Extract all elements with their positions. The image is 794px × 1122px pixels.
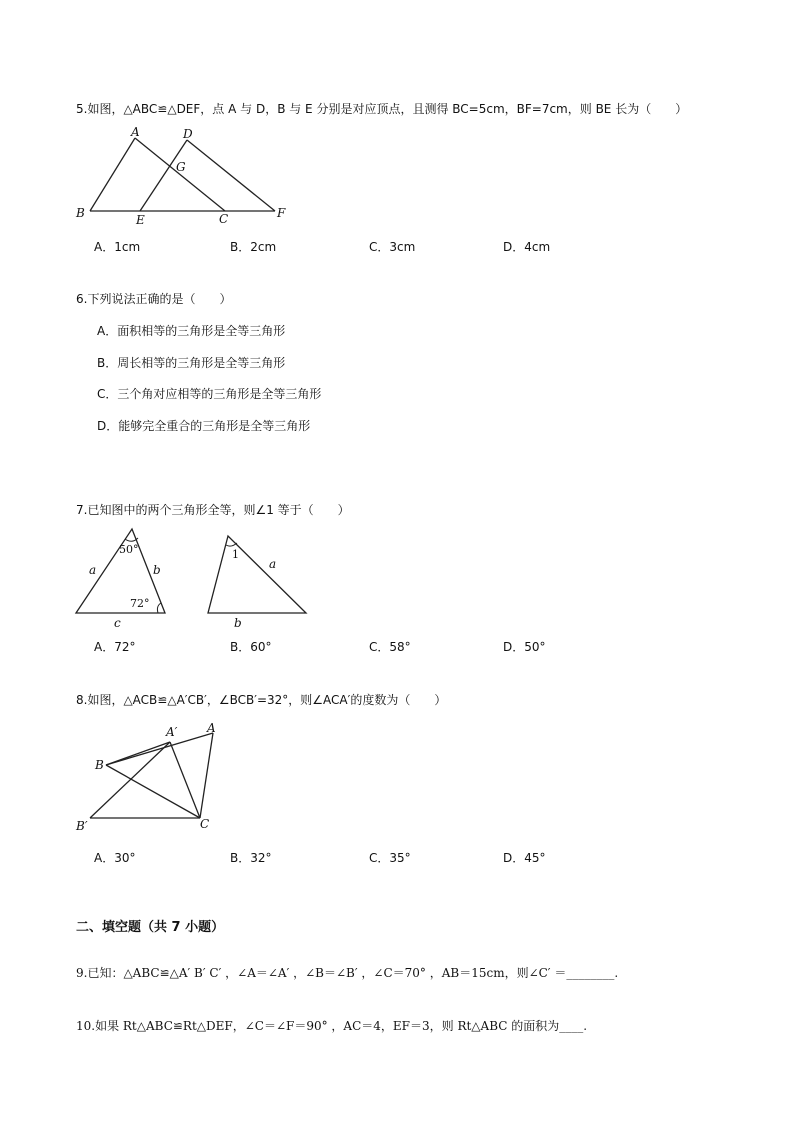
side-b: b [234,616,242,630]
q7-option-c[interactable]: C．58° [369,640,411,654]
q6-option-d[interactable]: D．能够完全重合的三角形是全等三角形 [97,419,311,433]
q6-option-a[interactable]: A．面积相等的三角形是全等三角形 [97,324,286,338]
side-c: c [114,616,121,630]
line-ba [106,733,213,765]
side-b: b [153,563,161,577]
q8-figure [70,718,230,838]
line-ac [135,138,225,211]
line-df [187,140,275,211]
line-a-prime-b-prime [90,742,170,818]
q7-option-d[interactable]: D．50° [503,640,546,654]
side-a: a [89,563,97,577]
label-a: A [207,721,216,735]
label-a-prime: A′ [166,725,178,739]
label-b: B [76,206,85,220]
side-a: a [269,557,277,571]
line-ac [200,733,213,818]
label-d: D [183,127,193,141]
label-b-prime: B′ [76,819,88,833]
q7-stem: 7.已知图中的两个三角形全等，则∠1 等于（ ） [76,503,350,517]
line-a-prime-c [170,742,200,818]
q5-figure [70,124,300,229]
label-b: B [95,758,104,772]
q8-option-c[interactable]: C．35° [369,851,411,865]
q7-left-triangle [70,526,180,632]
label-g: G [176,160,186,174]
angle-50: 50° [119,543,139,556]
q8-option-d[interactable]: D．45° [503,851,546,865]
q7-option-b[interactable]: B．60° [230,640,272,654]
label-c: C [219,212,229,226]
q8-option-b[interactable]: B．32° [230,851,272,865]
label-e: E [136,213,145,227]
q5-option-b[interactable]: B．2cm [230,240,277,254]
q6-option-c[interactable]: C．三个角对应相等的三角形是全等三角形 [97,387,322,401]
label-a: A [131,125,140,139]
q5-option-a[interactable]: A．1cm [94,240,141,254]
q5-option-c[interactable]: C．3cm [369,240,416,254]
line-ab [90,138,135,211]
line-bc [106,765,200,818]
q8-stem: 8.如图，△ACB≌△A′CB′，∠BCB′=32°，则∠ACA′的度数为（ ） [76,693,447,707]
q5-stem: 5.如图，△ABC≌△DEF，点 A 与 D，B 与 E 分别是对应顶点，且测得 BC=5cm，BF=7cm，则 BE 长为（ ） [76,102,688,116]
label-f: F [277,206,286,220]
label-c: C [200,817,210,831]
q7-option-a[interactable]: A．72° [94,640,136,654]
q6-option-b[interactable]: B．周长相等的三角形是全等三角形 [97,356,286,370]
q9-text: 9.已知：△ABC≌△A′ B′ C′ ，∠A＝∠A′ ，∠B＝∠B′ ，∠C＝70° ，AB＝15cm，则∠C′ ＝________. [76,966,619,980]
angle-72: 72° [130,597,150,610]
q5-option-d[interactable]: D．4cm [503,240,551,254]
line-ed [140,140,187,211]
angle-1: 1 [232,548,239,561]
section-heading: 二、填空题（共 7 小题） [76,920,225,935]
q8-option-a[interactable]: A．30° [94,851,136,865]
q10-text: 10.如果 Rt△ABC≌Rt△DEF，∠C＝∠F＝90° ，AC＝4，EF＝3，则 Rt△ABC 的面积为____. [76,1019,588,1033]
q7-right-triangle [200,526,315,632]
q6-stem: 6.下列说法正确的是（ ） [76,292,232,306]
